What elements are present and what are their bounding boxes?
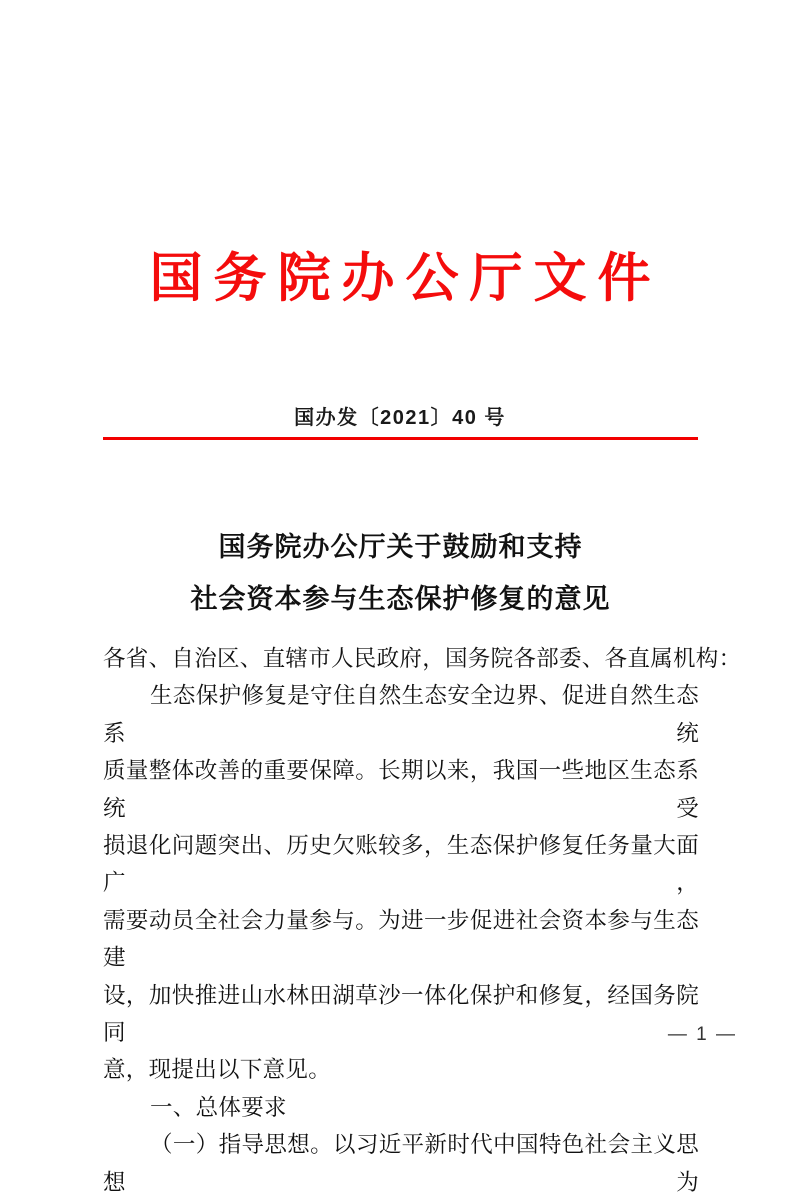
document-body (103, 640, 742, 1201)
document-serial-number: 国办发〔2021〕40 号 (294, 407, 506, 429)
page-number: — 1 — (667, 1024, 737, 1045)
document-title (103, 521, 698, 625)
section-heading-1: 一、总体要求 (150, 1094, 287, 1120)
body-paragraph-line-2: 质量整体改善的重要保障。长期以来，我国一些地区生态系统受 (103, 758, 699, 821)
body-paragraph-line-3: 损退化问题突出、历史欠账较多，生态保护修复任务量大面广， (103, 833, 699, 896)
red-separator-rule (103, 437, 698, 440)
document-title-line-2: 社会资本参与生态保护修复的意见 (190, 584, 611, 614)
subsection-heading-1-1: （一）指导思想。以习近平新时代中国特色社会主义思想为 (103, 1132, 699, 1195)
body-paragraph-line-4: 需要动员全社会力量参与。为进一步促进社会资本参与生态建 (103, 907, 699, 971)
document-masthead: 国务院办公厅文件 (149, 248, 662, 309)
body-paragraph-line-5: 设，加快推进山水林田湖草沙一体化保护和修复，经国务院同 (103, 982, 699, 1046)
body-paragraph-line-6: 意，现提出以下意见。 (103, 1057, 332, 1083)
recipients-line: 各省、自治区、直辖市人民政府，国务院各部委、各直属机构： (103, 646, 742, 671)
body-paragraph-line-1: 生态保护修复是守住自然生态安全边界、促进自然生态系统 (103, 683, 699, 746)
document-title-line-1: 国务院办公厅关于鼓励和支持 (218, 532, 583, 562)
